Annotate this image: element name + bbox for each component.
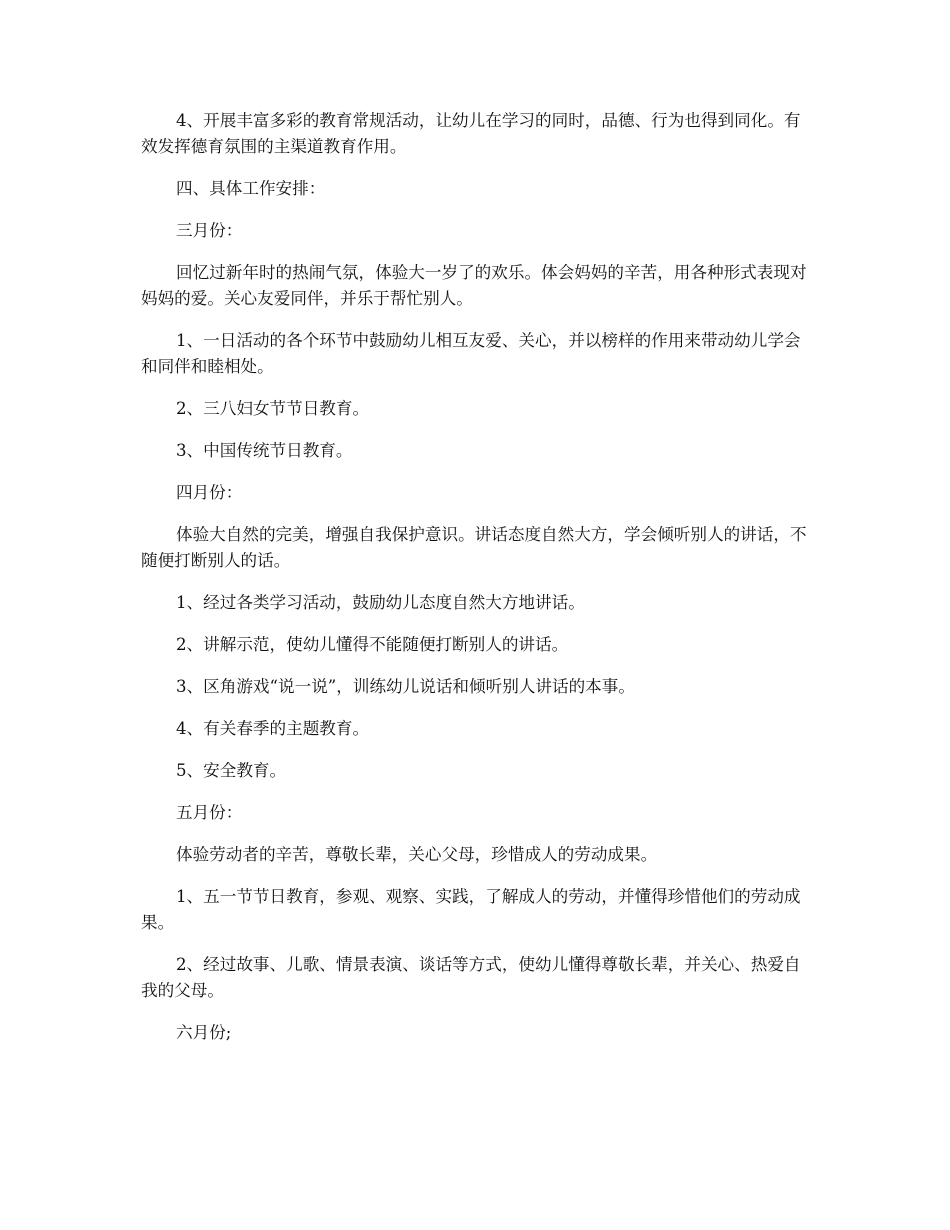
paragraph-april-item-2: 2、讲解示范，使幼儿懂得不能随便打断别人的讲话。	[176, 635, 569, 654]
paragraph-march-goal: 回忆过新年时的热闹气氛，体验大一岁了的欢乐。体会妈妈的辛苦，用各种形式表现对妈妈的爱。关心友爱同伴，并乐于帮忙别人。	[141, 263, 807, 308]
document-page	[141, 108, 813, 1062]
paragraph-may-item-2: 2、经过故事、儿歌、情景表演、谈话等方式，使幼儿懂得尊敬长辈，并关心、热爱自我的父母。	[141, 955, 801, 1000]
month-heading-april: 四月份：	[176, 483, 243, 502]
paragraph-march-item-2: 2、三八妇女节节日教育。	[176, 399, 370, 418]
section-heading-work-plan: 四、具体工作安排：	[176, 179, 326, 198]
paragraph-activity-4: 4、开展丰富多彩的教育常规活动，让幼儿在学习的同时，品德、行为也得到同化。有效发挥德育氛围的主渠道教育作用。	[141, 111, 801, 156]
month-heading-may: 五月份：	[176, 803, 243, 822]
paragraph-april-item-3: 3、区角游戏“说一说”，训练幼儿说话和倾听别人讲话的本事。	[176, 677, 635, 696]
paragraph-april-item-4: 4、有关春季的主题教育。	[176, 719, 370, 738]
paragraph-may-goal: 体验劳动者的辛苦，尊敬长辈，关心父母，珍惜成人的劳动成果。	[176, 845, 658, 864]
paragraph-march-item-1: 1、一日活动的各个环节中鼓励幼儿相互友爱、关心，并以榜样的作用来带动幼儿学会和同伴和睦相处。	[141, 331, 801, 376]
paragraph-april-item-5: 5、安全教育。	[176, 761, 287, 780]
paragraph-april-item-1: 1、经过各类学习活动，鼓励幼儿态度自然大方地讲话。	[176, 593, 585, 612]
paragraph-march-item-3: 3、中国传统节日教育。	[176, 441, 353, 460]
month-heading-march: 三月份：	[176, 221, 243, 240]
paragraph-april-goal: 体验大自然的完美，增强自我保护意识。讲话态度自然大方，学会倾听别人的讲话，不随便打断别人的话。	[141, 525, 807, 570]
month-heading-june: 六月份;	[176, 1023, 232, 1042]
paragraph-may-item-1: 1、五一节节日教育，参观、观察、实践，了解成人的劳动，并懂得珍惜他们的劳动成果。	[141, 887, 801, 932]
